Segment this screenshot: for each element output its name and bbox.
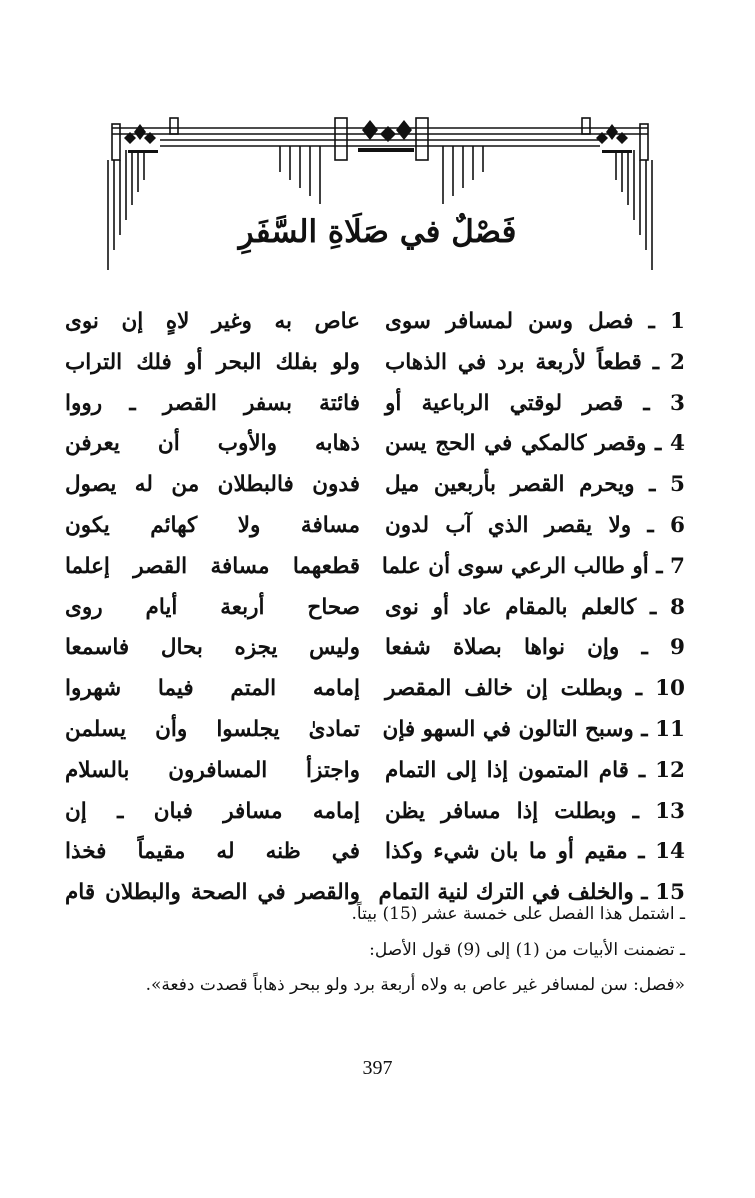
- verse-3: [0, 384, 755, 425]
- verse-first-hemistich: 12 ـ قام المتمون إذا إلى التمام: [385, 757, 685, 783]
- verse-second-hemistich: مسافة ولا كهائم يكون: [65, 512, 360, 538]
- verse-second-hemistich: عاص به وغير لاهٍ إن نوى: [65, 309, 360, 334]
- commentary-notes: [100, 896, 685, 1002]
- verse-first-hemistich: 4 ـ وقصر كالمكي في الحج يسن: [385, 431, 685, 457]
- verse-10: [0, 669, 755, 710]
- verse-12: [0, 751, 755, 792]
- verse-first-hemistich: 13 ـ وبطلت إذا مسافر يظن: [385, 798, 685, 824]
- verse-second-hemistich: واجتزأ المسافرون بالسلام: [65, 757, 360, 783]
- verse-8: [0, 588, 755, 629]
- ornament-border-graphic: [100, 110, 660, 280]
- verse-second-hemistich: ذهابه والأوب أن يعرفن: [65, 431, 360, 457]
- verse-second-hemistich: قطعهما مسافة القصر إعلما: [65, 553, 360, 579]
- note-verse-count: ـ اشتمل هذا الفصل على خمسة عشر (15) بيتاً.: [351, 904, 685, 924]
- poem-verses: [0, 302, 755, 914]
- verse-4: [0, 424, 755, 465]
- verse-first-hemistich: 11 ـ وسبح التالون في السهو فإن: [382, 716, 685, 742]
- verse-6: [0, 506, 755, 547]
- verse-second-hemistich: في ظنه له مقيماً فخذا: [65, 839, 360, 865]
- page-number: 397: [362, 1057, 393, 1079]
- chapter-title: فَصْلٌ في صَلَاةِ السَّفَرِ: [238, 214, 517, 250]
- verse-7: [0, 547, 755, 588]
- verse-14: [0, 832, 755, 873]
- verse-first-hemistich: 5 ـ ويحرم القصر بأربعين ميل: [385, 472, 685, 498]
- verse-second-hemistich: وليس يجزه بحال فاسمعا: [65, 635, 360, 661]
- note-original-text-quote: «فصل: سن لمسافر غير عاص به ولاه أربعة برد ولو ببحر ذهاباً قصدت دفعة».: [145, 975, 685, 995]
- title-ornament-frame: [100, 110, 660, 280]
- verse-second-hemistich: والقصر في الصحة والبطلان قام: [65, 880, 360, 906]
- verse-second-hemistich: فائتة بسفر القصر ـ رووا: [65, 390, 360, 416]
- verse-first-hemistich: 2 ـ قطعاً لأربعة برد في الذهاب: [385, 349, 685, 375]
- verse-second-hemistich: صحاح أربعة أيام روى: [65, 594, 360, 620]
- note-verse-range: ـ تضمنت الأبيات من (1) إلى (9) قول الأصل:: [369, 940, 685, 960]
- verse-1: [0, 302, 755, 343]
- verse-first-hemistich: 7 ـ أو طالب الرعي سوى أن علما: [381, 553, 685, 579]
- verse-first-hemistich: 9 ـ وإن نواها بصلاة شفعا: [385, 635, 685, 661]
- verse-first-hemistich: 3 ـ قصر لوقتي الرباعية أو: [385, 390, 685, 416]
- verse-second-hemistich: إمامه مسافر فبان ـ إن: [65, 798, 360, 824]
- verse-first-hemistich: 8 ـ كالعلم بالمقام عاد أو نوى: [385, 594, 685, 620]
- verse-second-hemistich: إمامه المتم فيما شهروا: [65, 676, 360, 702]
- verse-2: [0, 343, 755, 384]
- verse-first-hemistich: 14 ـ مقيم أو ما بان شيء وكذا: [385, 839, 685, 865]
- verse-11: [0, 710, 755, 751]
- verse-13: [0, 792, 755, 833]
- verse-first-hemistich: 15 ـ والخلف في الترك لنية التمام: [378, 880, 685, 906]
- verse-first-hemistich: 10 ـ وبطلت إن خالف المقصر: [385, 676, 685, 702]
- verse-second-hemistich: تمادىٰ يجلسوا وأن يسلمن: [65, 716, 360, 742]
- verse-9: [0, 628, 755, 669]
- verse-5: [0, 465, 755, 506]
- verse-second-hemistich: فدون فالبطلان من له يصول: [65, 472, 360, 498]
- verse-first-hemistich: 6 ـ ولا يقصر الذي آب لدون: [385, 512, 685, 538]
- verse-first-hemistich: 1 ـ فصل وسن لمسافر سوى: [385, 309, 685, 334]
- verse-second-hemistich: ولو بفلك البحر أو فلك التراب: [65, 349, 360, 375]
